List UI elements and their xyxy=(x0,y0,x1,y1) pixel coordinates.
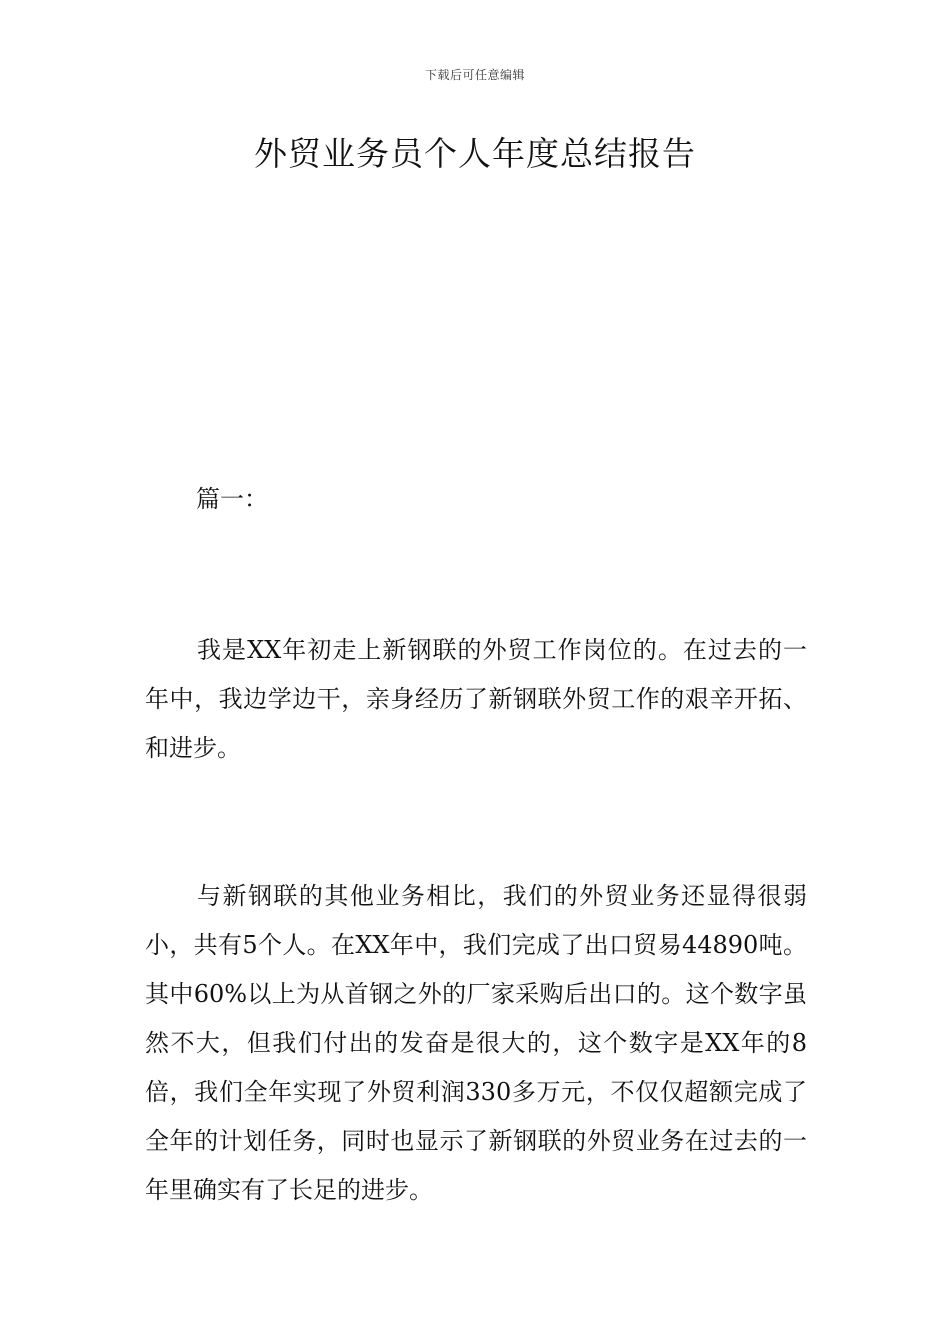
section-label: 篇一： xyxy=(196,485,268,513)
paragraph-1: 我是XX年初走上新钢联的外贸工作岗位的。在过去的一年中，我边学边干，亲身经历了新钢联外贸工作的艰辛开拓、和进步。 xyxy=(145,636,807,762)
paragraph-2: 与新钢联的其他业务相比，我们的外贸业务还显得很弱小，共有5个人。在XX年中，我们完成了出口贸易44890吨。其中60%以上为从首钢之外的厂家采购后出口的。这个数字虽然不大，但我们付出的发奋是很大的，这个数字是XX年的8倍，我们全年实现了外贸利润330多万元，不仅仅超额完成了全年的计划任务，同时也显示了新钢联的外贸业务在过去的一年里确实有了长足的进步。 xyxy=(145,882,807,1204)
document-title: 外贸业务员个人年度总结报告 xyxy=(254,134,696,173)
header-note: 下载后可任意编辑 xyxy=(424,68,525,82)
